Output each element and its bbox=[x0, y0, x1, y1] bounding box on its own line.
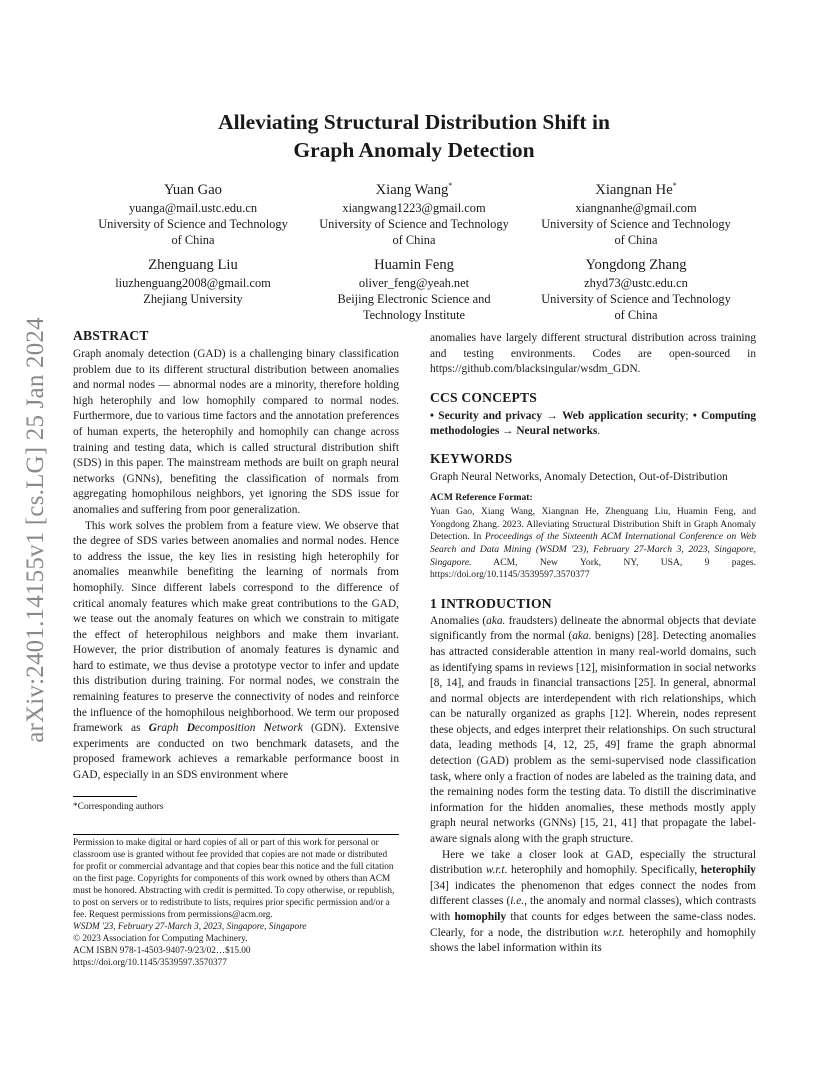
author-affiliation: University of Science and Technology bbox=[98, 216, 288, 231]
author-email: oliver_feng@yeah.net bbox=[358, 275, 470, 290]
reference-text: Yuan Gao, Xiang Wang, Xiangnan He, Zhenguang Liu, Huamin Feng, and Yongdong Zhang. 2023. Alleviating Structural Distribution Shift in Graph Anomaly Detection. In Proceedings of the Sixteenth ACM International Conference on Web Search and Data Mining (WSDM '23), February 27-March 3, 2023, Singapore, Singapore. ACM, New York, NY, USA, 9 pages. https://doi.org/10.1145/3539597.3570377 bbox=[430, 506, 756, 581]
author-name: Yuan Gao bbox=[164, 181, 222, 198]
author-affiliation: University of Science and Technology bbox=[541, 291, 731, 306]
acm-reference bbox=[430, 492, 756, 582]
author-block bbox=[294, 176, 534, 248]
copyright-line: © 2023 Association for Computing Machinery. bbox=[73, 933, 248, 944]
footnote: *Corresponding authors bbox=[73, 802, 164, 812]
author-affiliation: of China bbox=[171, 232, 215, 247]
author-block bbox=[516, 251, 756, 323]
author-email: xiangnanhe@gmail.com bbox=[575, 200, 697, 215]
author-block bbox=[516, 176, 756, 248]
keywords-heading: KEYWORDS bbox=[430, 450, 513, 466]
permission-text: Permission to make digital or hard copies of all or part of this work for personal or classroom use is granted without fee provided that copies are not made or distributed for profit or commercial advantage and that copies bear this notice and the full citation on the first page. Copyrights for components of this work owned by others than ACM must be honored. Abstracting with credit is permitted. To copy otherwise, or republish, to post on servers or to redistribute to lists, requires prior specific permission and/or a fee. Request permissions from permissions@acm.org. bbox=[73, 838, 395, 920]
introduction-heading: 1 INTRODUCTION bbox=[430, 595, 552, 611]
author-affiliation: of China bbox=[392, 232, 436, 247]
author-affiliation: Zhejiang University bbox=[143, 291, 243, 306]
permission-block bbox=[73, 838, 399, 969]
abstract-section bbox=[73, 327, 399, 784]
title-line-1: Alleviating Structural Distribution Shift in bbox=[218, 110, 610, 134]
intro-paragraph: Here we take a closer look at GAD, especially the structural distribution w.r.t. heterophily and homophily. Specifically, heterophily [34] indicates the phenomenon that edges connect the nodes from different classes (i.e., the anomaly and normal classes), which contrasts with homophily that counts for edges between the same-class nodes. Clearly, for a node, the distribution w.r.t. heterophily and homophily shows the label information within its bbox=[430, 848, 757, 955]
author-affiliation: of China bbox=[614, 232, 658, 247]
abstract-paragraph-continued: anomalies have largely different structural distribution across training and testing environments. Codes are open-sourced in https://github.com/blacksingular/wsdm_GDN. bbox=[430, 332, 756, 376]
footnote-rule bbox=[73, 796, 137, 797]
ccs-text: • Security and privacy → Web application security; • Computing methodologies → Neural networks. bbox=[430, 409, 757, 438]
author-email: yuanga@mail.ustc.edu.cn bbox=[128, 200, 258, 215]
arxiv-stamp: arXiv:2401.14155v1 [cs.LG] 25 Jan 2024 bbox=[22, 317, 49, 743]
keywords-text: Graph Neural Networks, Anomaly Detection, Out-of-Distribution bbox=[430, 470, 728, 483]
author-block bbox=[73, 251, 313, 307]
author-name: Yongdong Zhang bbox=[585, 256, 687, 273]
abstract-paragraph: Graph anomaly detection (GAD) is a challenging binary classification problem due to its different structural distribution between anomalies and normal nodes — abnormal nodes are a minority, therefore holding high heterophily and low homophily compared to normal nodes. Furthermore, due to various time factors and the annotation preferences of human experts, the heterophily and homophily can change across training and testing data, which is called structural distribution shift (SDS) in this paper. The mainstream methods are built on graph neural networks (GNNs), benefiting the classification of normals from aggregating homophilous neighbors, yet ignoring the SDS issue for anomalies and suffering from poor generalization. bbox=[73, 348, 399, 516]
author-name: Xiang Wang* bbox=[375, 181, 453, 198]
author-block bbox=[73, 176, 313, 248]
author-name: Huamin Feng bbox=[374, 256, 454, 273]
abstract-paragraph: This work solves the problem from a feature view. We observe that the degree of SDS varies between anomalies and normal nodes. Hence to address the issue, the key lies in resisting high heterophily for anomalies meanwhile benefiting the learning of normals from homophily. Since different labels correspond to the difference of critical anomaly features which make great contributions to the GAD, we tease out the anomaly features on which we constrain to mitigate the effect of heterophilous neighbors and make them invariant. However, the prior distribution of anomaly features is dynamic and hard to estimate, we thus devise a prototype vector to infer and update this distribution during training. For normal nodes, we constrain the remaining features to preserve the connectivity of nodes and reinforce the influence of the homophilous neighborhood. We term our proposed framework as Graph Decomposition Network (GDN). Extensive experiments are conducted on two benchmark datasets, and the proposed framework achieves a remarkable performance boost in GAD, especially in an SDS environment where bbox=[73, 519, 400, 782]
permission-rule bbox=[73, 834, 399, 835]
author-email: liuzhenguang2008@gmail.com bbox=[115, 275, 271, 290]
reference-heading: ACM Reference Format: bbox=[430, 491, 533, 503]
venue-line: WSDM '23, February 27-March 3, 2023, Singapore, Singapore bbox=[73, 921, 307, 932]
author-affiliation: of China bbox=[614, 307, 658, 322]
abstract-heading: ABSTRACT bbox=[73, 328, 149, 343]
author-email: xiangwang1223@gmail.com bbox=[342, 200, 486, 215]
isbn-line: ACM ISBN 978-1-4503-9407-9/23/02…$15.00 bbox=[73, 945, 251, 956]
ccs-heading: CCS CONCEPTS bbox=[430, 389, 538, 405]
author-affiliation: University of Science and Technology bbox=[319, 216, 509, 231]
author-block bbox=[294, 251, 534, 323]
author-email: zhyd73@ustc.edu.cn bbox=[584, 275, 688, 290]
right-column bbox=[430, 331, 756, 957]
intro-paragraph: Anomalies (aka. fraudsters) delineate the abnormal objects that deviate significantly from the normal (aka. benigns) [28]. Detecting anomalies has attracted considerable attention in many real-world domains, such as identifying spams in reviews [12], misinformation in social networks [8, 14], and frauds in financial transactions [25]. In general, abnormal and normal objects are interdependent with rich relationships, which can be naturally organized as graphs [12]. Wherein, nodes represent these objects, and edges interpret their relationships. On such structural data, leading methods [4, 12, 25, 49] frame the graph abnormal detection (GAD) problem as the semi-supervised node classification task, where only a fraction of nodes are labeled as the training data, and the remaining nodes form the testing data. To distill the discriminative information for the hidden anomalies, these methods mostly apply graph neural networks (GNNs) [15, 21, 41] that propagate the label-aware signals along with the graph structure. bbox=[430, 614, 757, 846]
paper-title bbox=[100, 108, 728, 164]
author-name: Zhenguang Liu bbox=[148, 256, 238, 273]
author-affiliation: Technology Institute bbox=[362, 307, 466, 322]
author-affiliation: Beijing Electronic Science and bbox=[337, 291, 491, 306]
title-line-2: Graph Anomaly Detection bbox=[293, 138, 535, 162]
author-name: Xiangnan He* bbox=[595, 181, 677, 198]
author-affiliation: University of Science and Technology bbox=[541, 216, 731, 231]
doi-line: https://doi.org/10.1145/3539597.3570377 bbox=[73, 957, 227, 968]
